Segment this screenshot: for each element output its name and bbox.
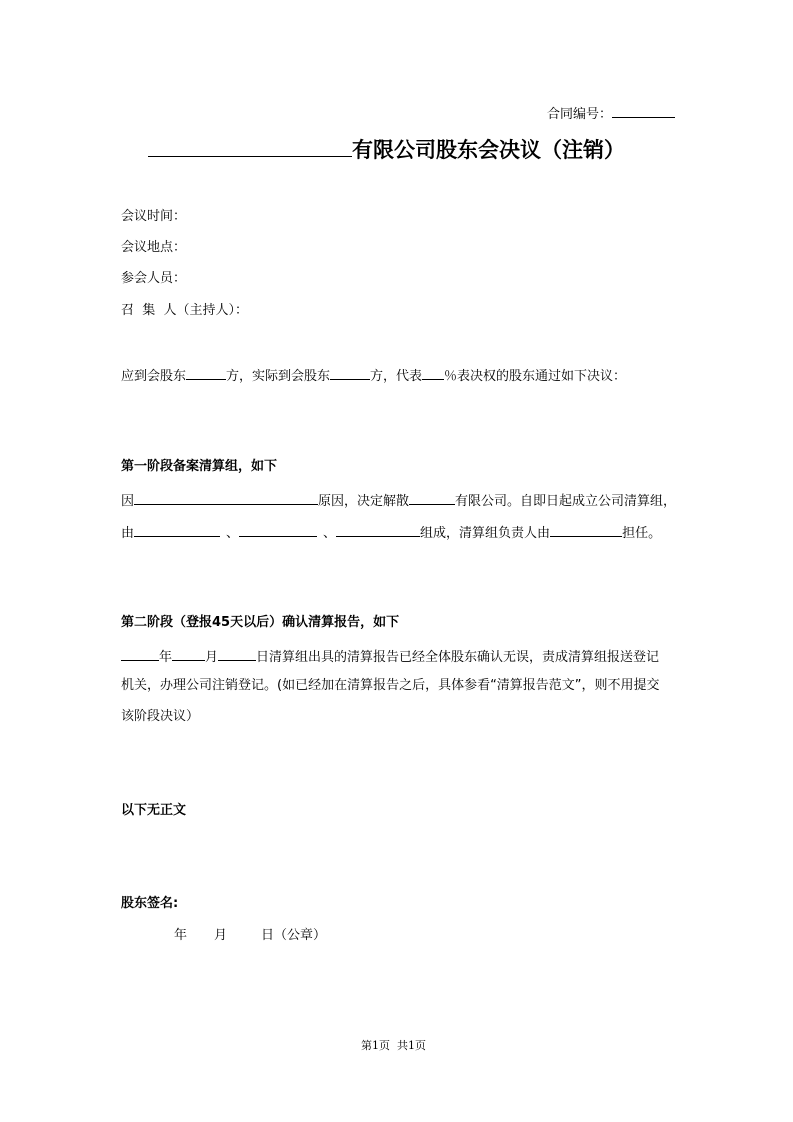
separator-2: 、 xyxy=(323,526,337,541)
stage1-line-1 xyxy=(121,491,676,510)
stage1-l2-text-a: 由 xyxy=(121,526,135,541)
contract-number xyxy=(547,104,675,123)
signature-year: 年 xyxy=(174,928,188,943)
stage1-line-2 xyxy=(121,523,661,542)
stage2-line-2: 机关，办理公司注销登记。(如已经加在清算报告之后，具体参看“清算报告范文”，则不用提交 xyxy=(121,678,660,693)
stage2-l1-text: 日清算组出具的清算报告已经全体股东确认无误，责成清算组报送登记 xyxy=(256,650,660,665)
stage2-line-3: 该阶段决议） xyxy=(121,709,200,724)
page-title xyxy=(148,135,625,163)
member-blank-2[interactable] xyxy=(239,523,317,537)
stage1-l1-text-a: 因 xyxy=(121,494,135,509)
page-footer: 第1页 共1页 xyxy=(361,1039,426,1052)
member-blank-1[interactable] xyxy=(134,523,220,537)
report-year-blank[interactable] xyxy=(121,647,159,661)
quorum-text-2: 方，实际到会股东 xyxy=(226,369,331,384)
quorum-line xyxy=(121,366,626,385)
company-name-blank[interactable] xyxy=(148,135,352,157)
quorum-blank-1[interactable] xyxy=(186,366,226,380)
end-note: 以下无正文 xyxy=(121,803,187,818)
quorum-text-4: ％表决权的股东通过如下决议： xyxy=(444,369,627,384)
report-year-label: 年 xyxy=(159,650,173,665)
contract-number-blank[interactable] xyxy=(612,104,675,118)
leader-blank[interactable] xyxy=(550,523,622,537)
stage1-heading: 第一阶段备案清算组，如下 xyxy=(121,459,278,474)
quorum-text-3: 方，代表 xyxy=(370,369,423,384)
signature-month: 月 xyxy=(214,928,228,943)
stage1-l2-text-c: 担任。 xyxy=(622,526,662,541)
dissolution-reason-blank[interactable] xyxy=(134,491,318,505)
member-blank-3[interactable] xyxy=(336,523,420,537)
dissolved-company-blank[interactable] xyxy=(409,491,455,505)
quorum-blank-2[interactable] xyxy=(330,366,370,380)
quorum-text-1: 应到会股东 xyxy=(121,369,187,384)
meeting-place: 会议地点： xyxy=(121,240,187,255)
stage1-l1-text-b: 原因，决定解散 xyxy=(318,494,410,509)
stage1-l1-text-c: 有限公司。自即日起成立公司清算组， xyxy=(455,494,677,509)
contract-number-label: 合同编号： xyxy=(547,107,613,122)
quorum-blank-3[interactable] xyxy=(422,366,444,380)
stage2-line-1 xyxy=(121,647,659,666)
signature-label: 股东签名: xyxy=(121,896,179,911)
separator-1: 、 xyxy=(226,526,240,541)
stage2-heading: 第二阶段（登报45天以后）确认清算报告，如下 xyxy=(121,615,400,630)
meeting-time: 会议时间： xyxy=(121,209,187,224)
stage1-l2-text-b: 组成，清算组负责人由 xyxy=(420,526,551,541)
report-month-label: 月 xyxy=(205,650,219,665)
report-month-blank[interactable] xyxy=(172,647,205,661)
report-day-blank[interactable] xyxy=(218,647,256,661)
page-title-text: 有限公司股东会决议（注销） xyxy=(352,137,625,162)
meeting-attendees: 参会人员： xyxy=(121,271,187,286)
signature-day-seal: 日（公章） xyxy=(261,928,327,943)
meeting-convener: 召 集 人（主持人）： xyxy=(121,303,249,318)
